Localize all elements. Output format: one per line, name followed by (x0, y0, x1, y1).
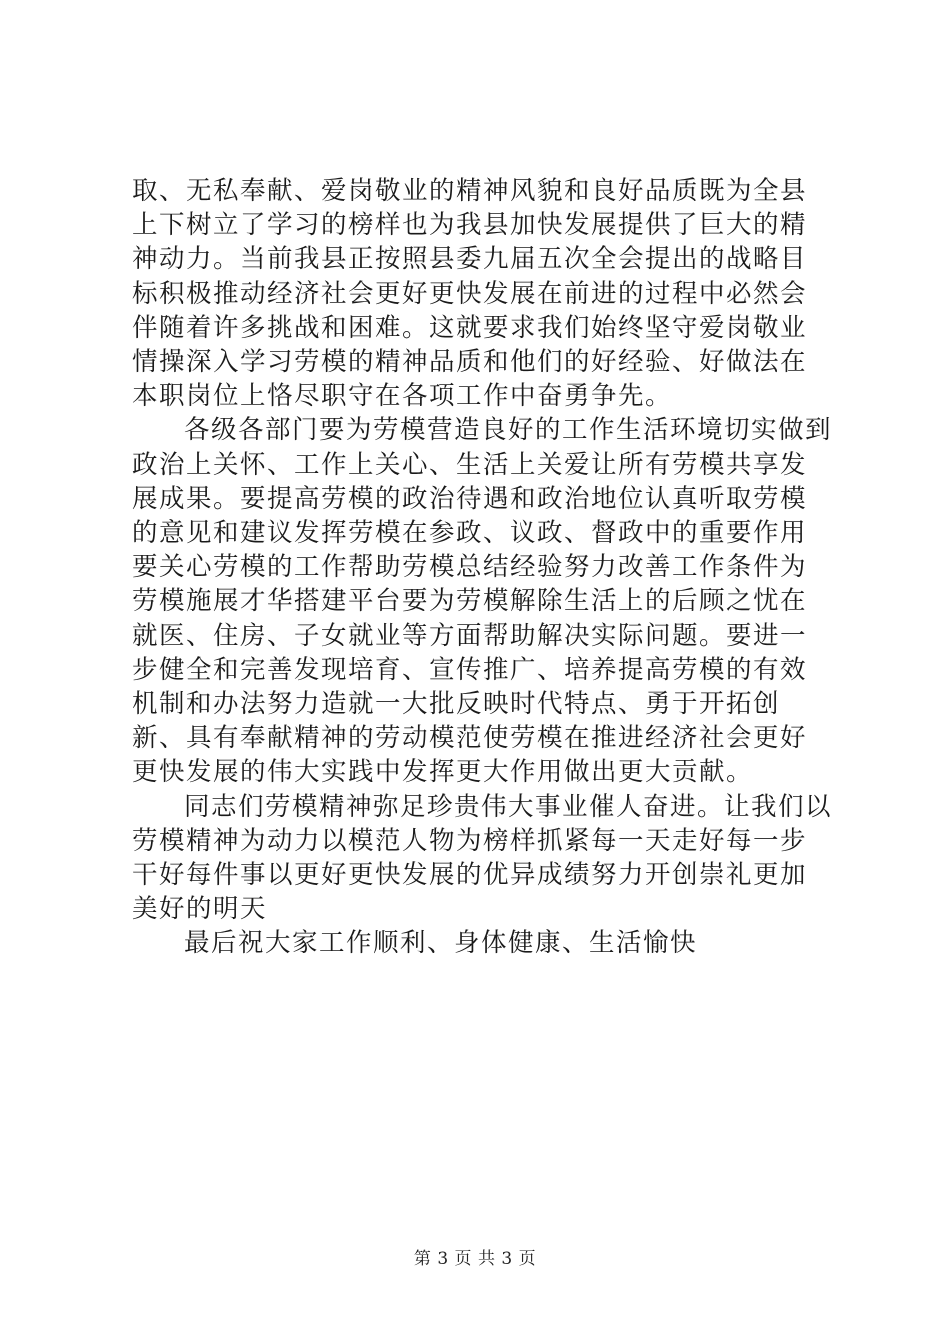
paragraph: 同志们劳模精神弥足珍贵伟大事业催人奋进。让我们以劳模精神为动力以模范人物为榜样抓紧每一天走好每一步干好每件事以更好更快发展的优异成绩努力开创崇礼更加美好的明天 (132, 791, 833, 925)
paragraph-continued: 取、无私奉献、爱岗敬业的精神风貌和良好品质既为全县上下树立了学习的榜样也为我县加快发展提供了巨大的精神动力。当前我县正按照县委九届五次全会提出的战略目标积极推动经济社会更好更快发展在前进的过程中必然会伴随着许多挑战和困难。这就要求我们始终坚守爱岗敬业情操深入学习劳模的精神品质和他们的好经验、好做法在本职岗位上恪尽职守在各项工作中奋勇争先。 (132, 176, 808, 412)
paragraph-closing: 最后祝大家工作顺利、身体健康、生活愉快 (184, 928, 698, 959)
paragraph: 各级各部门要为劳模营造良好的工作生活环境切实做到政治上关怀、工作上关心、生活上关爱让所有劳模共享发展成果。要提高劳模的政治待遇和政治地位认真听取劳模的意见和建议发挥劳模在参政、议政、督政中的重要作用要关心劳模的工作帮助劳模总结经验努力改善工作条件为劳模施展才华搭建平台要为劳模解除生活上的后顾之忧在就医、住房、子女就业等方面帮助解决实际问题。要进一步健全和完善发现培育、宣传推广、培养提高劳模的有效机制和办法努力造就一大批反映时代特点、勇于开拓创新、具有奉献精神的劳动模范使劳模在推进经济社会更好更快发展的伟大实践中发挥更大作用做出更大贡献。 (132, 415, 833, 788)
document-body (132, 174, 832, 961)
page-number-footer: 第 3 页 共 3 页 (413, 1249, 537, 1269)
